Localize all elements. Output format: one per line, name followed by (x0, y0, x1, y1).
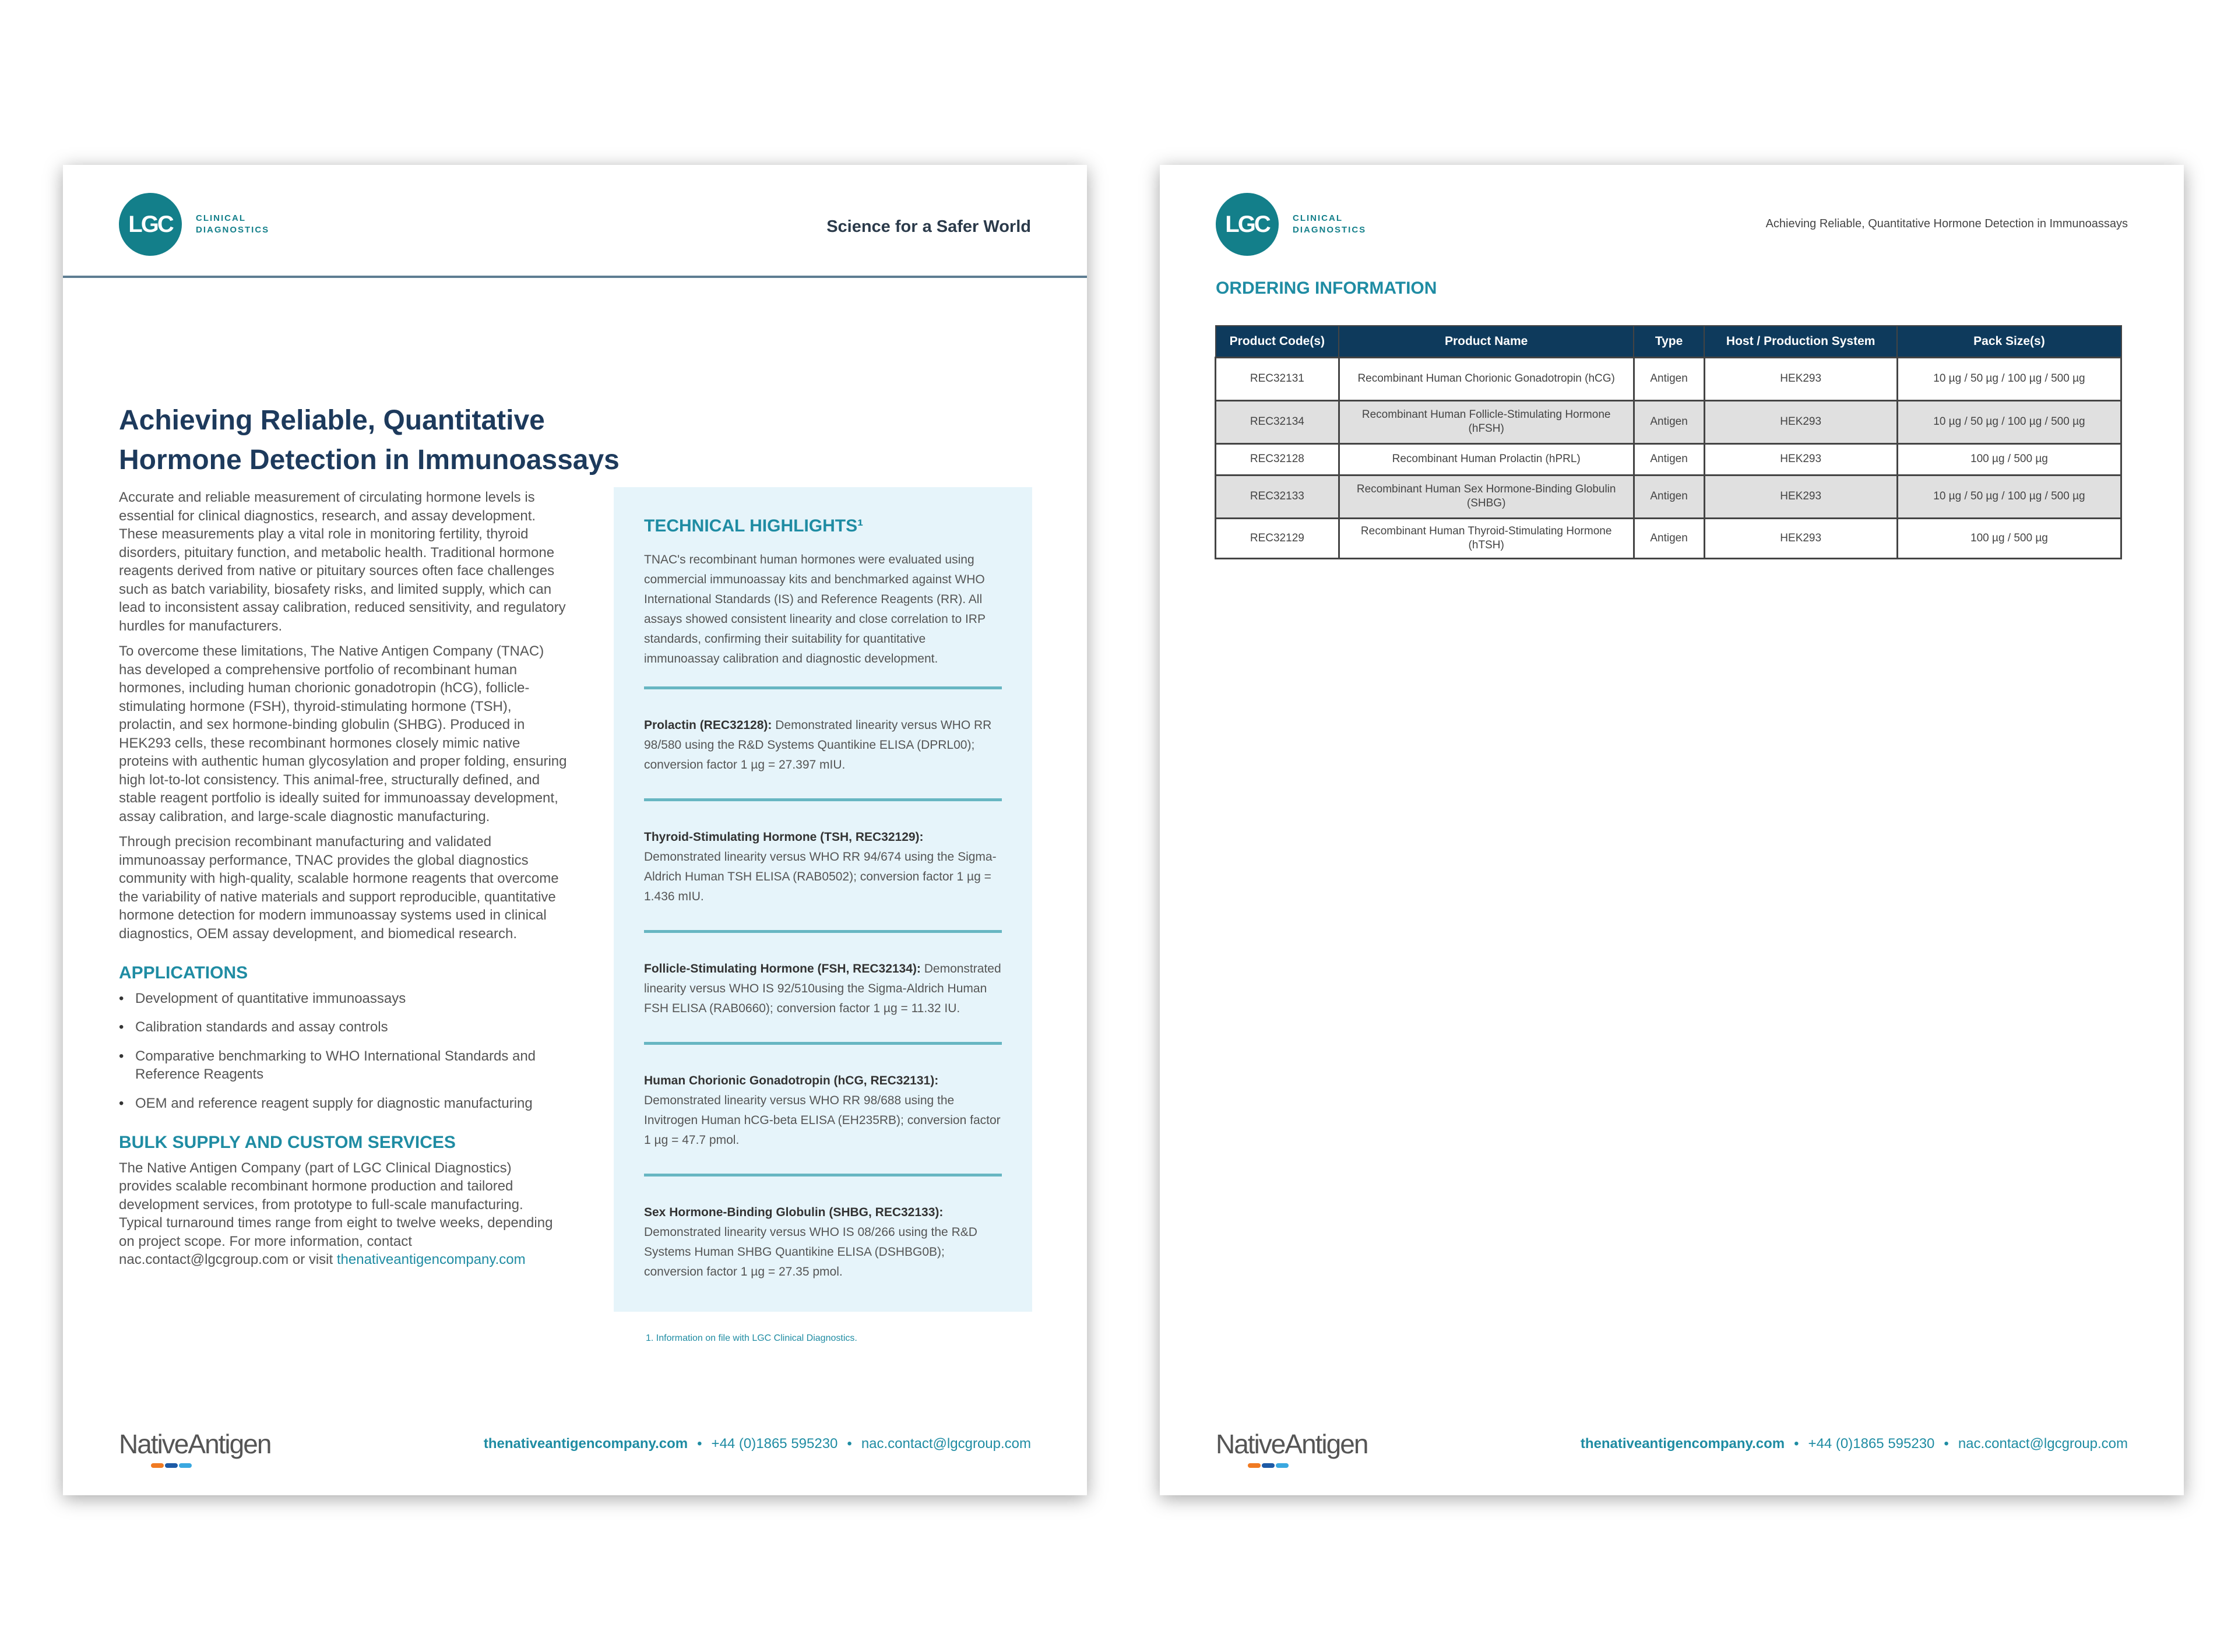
highlights-intro: TNAC's recombinant human hormones were evaluated using commercial immunoassay kits and benchmarked against WHO International Standards (IS) and Reference Reagents (RR). All assays showed consistent linearity and close correlation to IRP standards, confirming their suitability for quantitative immunoassay calibration and diagnostic development. (644, 553, 986, 665)
footer-phone: +44 (0)1865 595230 (711, 1436, 838, 1452)
table-cell: 10 µg / 50 µg / 100 µg / 500 µg (1897, 475, 2121, 518)
table-row (1216, 443, 2121, 475)
table-cell: Recombinant Human Prolactin (hPRL) (1339, 443, 1634, 475)
native-antigen-logo: NativeAntigen (1216, 1428, 1367, 1460)
lgc-logo-mark: LGC (119, 193, 182, 256)
table-cell: 100 µg / 500 µg (1897, 518, 2121, 558)
page-footer: NativeAntigen thenativeantigencompany.com • +44 (0)1865 595230 • nac.contact@lgcgroup.com (119, 1421, 1031, 1467)
running-title: Achieving Reliable, Quantitative Hormone Detection in Immunoassays (1765, 217, 2128, 230)
applications-heading: APPLICATIONS (119, 963, 248, 982)
highlight-item: Prolactin (REC32128): Demonstrated linearity versus WHO RR 98/580 using the R&D Systems Quantikine ELISA (DPRL00); conversion factor 1 µg = 27.397 mIU. (644, 686, 1002, 781)
tagline: Science for a Safer World (826, 217, 1031, 236)
footer-email[interactable]: nac.contact@lgcgroup.com (1958, 1436, 2128, 1452)
website-link[interactable]: thenativeantigencompany.com (336, 1252, 526, 1267)
table-cell: REC32131 (1216, 357, 1339, 400)
document-page-2 (1160, 165, 2184, 1495)
column-header: Product Name (1339, 326, 1634, 357)
highlight-item: Sex Hormone-Binding Globulin (SHBG, REC32133): Demonstrated linearity versus WHO IS 08/266 using the R&D Systems Human SHBG Quantikine ELISA (DSHBG0B); conversion factor 1 µg = 27.35 pmol. (644, 1174, 1002, 1288)
list-item: • OEM and reference reagent supply for diagnostic manufacturing (119, 1094, 568, 1113)
logo-sub-1: CLINICAL (196, 213, 246, 223)
table-cell: REC32129 (1216, 518, 1339, 558)
table-cell: Recombinant Human Chorionic Gonadotropin (hCG) (1339, 357, 1634, 400)
lgc-logo-mark: LGC (1216, 193, 1279, 256)
table-cell: REC32133 (1216, 475, 1339, 518)
native-antigen-logo: NativeAntigen (119, 1428, 270, 1460)
technical-highlights-box (614, 487, 1032, 1312)
table-cell: Antigen (1634, 475, 1704, 518)
paragraph: To overcome these limitations, The Native Antigen Company (TNAC) has developed a comprehensive portfolio of recombinant human hormones, including human chorionic gonadotropin (hCG), follicle-stimulating hormone (FSH), thyroid-stimulating hormone (TSH), prolactin, and sex hormone-binding globulin (SHBG). Produced in HEK293 cells, these recombinant hormones closely mimic native proteins with authentic human glycosylation and proper folding, ensuring high lot-to-lot consistency. This animal-free, structurally defined, and stable reagent portfolio is ideally suited for immunoassay development, assay calibration, and large-scale diagnostic manufacturing. (119, 643, 567, 825)
document-title: Achieving Reliable, Quantitative Hormone Detection in Immunoassays (119, 405, 620, 475)
footer-website[interactable]: thenativeantigencompany.com (483, 1436, 688, 1452)
lgc-logo: LGC CLINICAL DIAGNOSTICS (1216, 193, 1366, 256)
table-cell: HEK293 (1704, 400, 1897, 443)
table-row (1216, 518, 2121, 558)
table-cell: Antigen (1634, 400, 1704, 443)
applications-list (119, 989, 568, 1113)
lgc-logo (119, 193, 269, 256)
column-header: Type (1634, 326, 1704, 357)
column-header: Product Code(s) (1216, 326, 1339, 357)
column-header: Pack Size(s) (1897, 326, 2121, 357)
table-cell: HEK293 (1704, 475, 1897, 518)
table-cell: Antigen (1634, 443, 1704, 475)
page-footer: NativeAntigen thenativeantigencompany.com • +44 (0)1865 595230 • nac.contact@lgcgroup.com (1216, 1421, 2128, 1467)
footer-email[interactable]: nac.contact@lgcgroup.com (861, 1436, 1031, 1452)
table-cell: 10 µg / 50 µg / 100 µg / 500 µg (1897, 357, 2121, 400)
table-cell: Recombinant Human Sex Hormone-Binding Globulin (SHBG) (1339, 475, 1634, 518)
bulk-text: The Native Antigen Company (part of LGC Clinical Diagnostics) provides scalable recombinant hormone production and tailored development services, from prototype to full-scale manufacturing. Typical turnaround times range from eight to twelve weeks, depending on project scope. For more information, contact nac.contact@lgcgroup.com or visit (119, 1160, 553, 1267)
table-row (1216, 357, 2121, 400)
footer-website[interactable]: thenativeantigencompany.com (1580, 1436, 1785, 1452)
header-divider (63, 276, 1087, 278)
document-page-1 (63, 165, 1087, 1495)
ordering-table (1215, 325, 2122, 559)
table-cell: REC32128 (1216, 443, 1339, 475)
table-cell: Antigen (1634, 357, 1704, 400)
list-item: • Comparative benchmarking to WHO International Standards and Reference Reagents (119, 1047, 568, 1084)
table-cell: REC32134 (1216, 400, 1339, 443)
highlights-heading: TECHNICAL HIGHLIGHTS¹ (644, 516, 864, 536)
table-row (1216, 475, 2121, 518)
list-item: • Development of quantitative immunoassays (119, 989, 568, 1008)
footnote: 1. Information on file with LGC Clinical Diagnostics. (646, 1333, 857, 1343)
table-row (1216, 400, 2121, 443)
ordering-heading: ORDERING INFORMATION (1216, 279, 1437, 298)
main-column (119, 488, 568, 1276)
paragraph: Accurate and reliable measurement of circulating hormone levels is essential for clinical diagnostics, research, and assay development. These measurements play a vital role in monitoring fertility, thyroid disorders, pituitary function, and metabolic health. Traditional hormone reagents derived from native or pituitary sources often face challenges such as batch variability, biosafety risks, and limited supply, which can lead to inconsistent assay calibration, reduced sensitivity, and regulatory hurdles for manufacturers. (119, 489, 566, 634)
list-item: • Calibration standards and assay controls (119, 1018, 568, 1037)
highlight-item: Follicle-Stimulating Hormone (FSH, REC32134): Demonstrated linearity versus WHO IS 92/510using the Sigma-Aldrich Human FSH ELISA (RAB0660); conversion factor 1 µg = 11.32 IU. (644, 930, 1002, 1024)
table-cell: Antigen (1634, 518, 1704, 558)
table-cell: Recombinant Human Thyroid-Stimulating Hormone (hTSH) (1339, 518, 1634, 558)
bulk-heading: BULK SUPPLY AND CUSTOM SERVICES (119, 1133, 456, 1152)
paragraph: Through precision recombinant manufacturing and validated immunoassay performance, TNAC provides the global diagnostics community with high-quality, scalable hormone reagents that overcome the variability of native materials and support reproducible, quantitative hormone detection for modern immunoassay systems used in clinical diagnostics, OEM assay development, and biomedical research. (119, 834, 559, 942)
table-cell: HEK293 (1704, 518, 1897, 558)
footer-phone: +44 (0)1865 595230 (1808, 1436, 1935, 1452)
table-cell: 100 µg / 500 µg (1897, 443, 2121, 475)
table-cell: HEK293 (1704, 443, 1897, 475)
table-cell: Recombinant Human Follicle-Stimulating Hormone (hFSH) (1339, 400, 1634, 443)
column-header: Host / Production System (1704, 326, 1897, 357)
table-cell: 10 µg / 50 µg / 100 µg / 500 µg (1897, 400, 2121, 443)
highlight-item: Thyroid-Stimulating Hormone (TSH, REC32129): Demonstrated linearity versus WHO RR 94/674 using the Sigma-Aldrich Human TSH ELISA (RAB0502); conversion factor 1 µg = 1.436 mIU. (644, 798, 1002, 913)
highlight-item: Human Chorionic Gonadotropin (hCG, REC32131): Demonstrated linearity versus WHO RR 98/688 using the Invitrogen Human hCG-beta ELISA (EH235RB); conversion factor 1 µg = 47.7 pmol. (644, 1042, 1002, 1156)
logo-sub-2: DIAGNOSTICS (196, 225, 270, 235)
table-cell: HEK293 (1704, 357, 1897, 400)
